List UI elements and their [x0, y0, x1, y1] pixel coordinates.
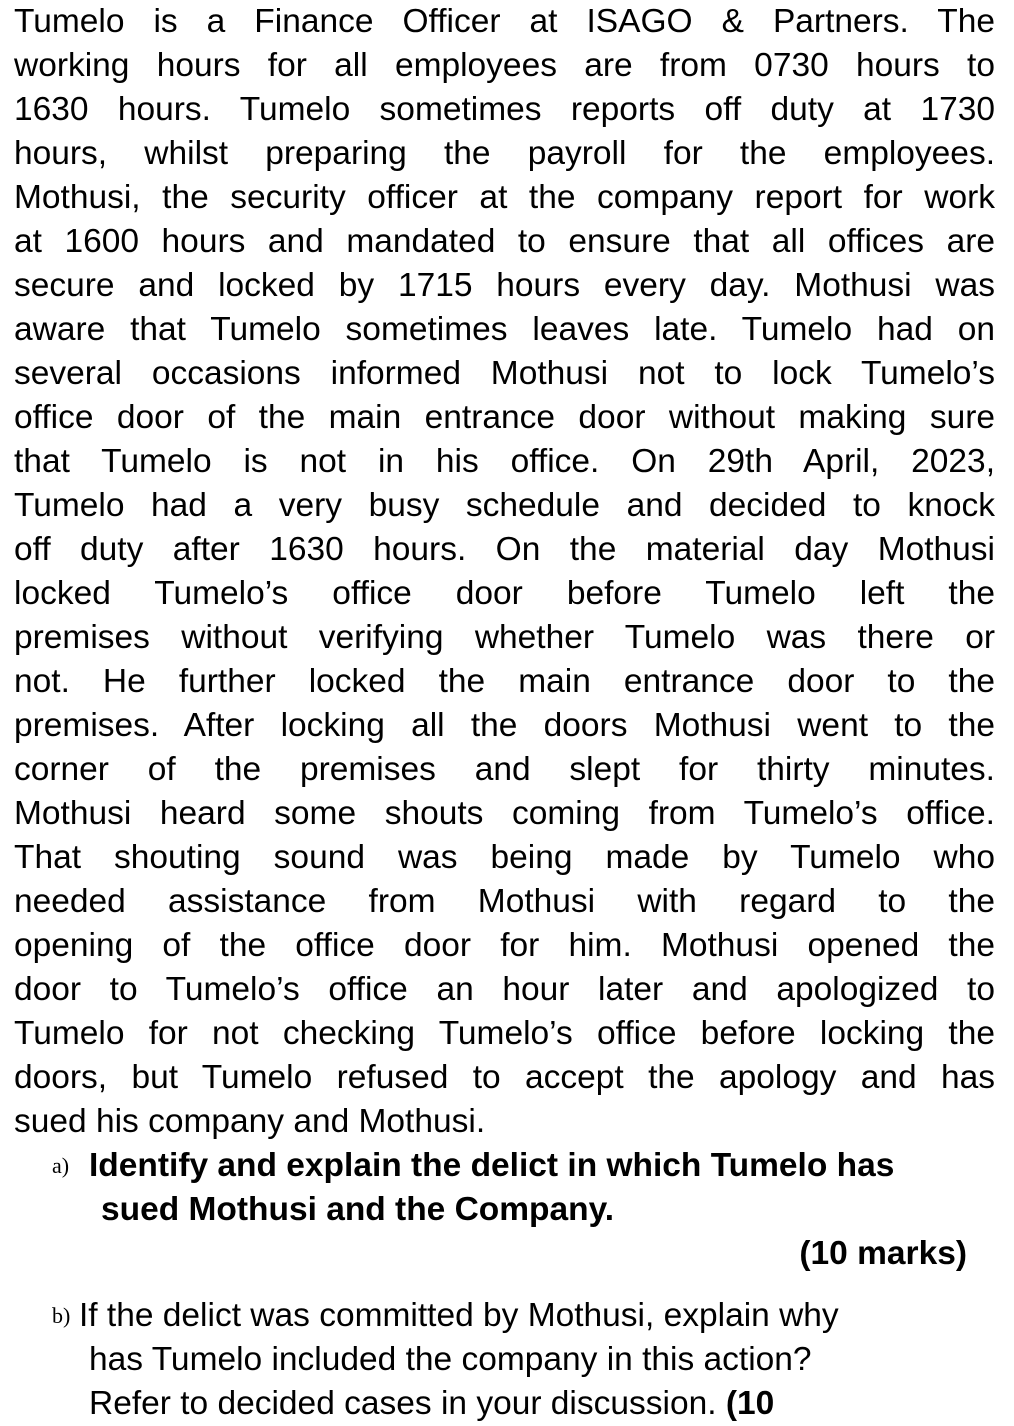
scenario-line: Tumelo is a Finance Officer at ISAGO & Partners. The [14, 3, 995, 40]
scenario-line: off duty after 1630 hours. On the material day Mothusi [14, 531, 995, 568]
scenario-line: doors, but Tumelo refused to accept the apology and has [14, 1059, 995, 1096]
document-page [14, 0, 995, 1426]
scenario-line: premises. After locking all the doors Mothusi went to the [14, 707, 995, 744]
question-a-marker: a) [52, 1153, 70, 1178]
scenario-line: Tumelo for not checking Tumelo’s office before locking the [14, 1015, 995, 1052]
question-b [14, 1294, 949, 1426]
question-b-marks: (10 [725, 1385, 775, 1422]
scenario-line: needed assistance from Mothusi with regard to the [14, 883, 995, 920]
scenario-line: several occasions informed Mothusi not to lock Tumelo’s [14, 355, 995, 392]
scenario-line: that Tumelo is not in his office. On 29th April, 2023, [14, 443, 995, 480]
question-a-marks: (10 marks) [799, 1235, 967, 1272]
question-b-text [79, 1294, 949, 1426]
scenario-line: 1630 hours. Tumelo sometimes reports off duty at 1730 [14, 91, 995, 128]
question-b-line-1: If the delict was committed by Mothusi, explain why [79, 1297, 839, 1334]
scenario-line: not. He further locked the main entrance door to the [14, 663, 995, 700]
scenario-line: Tumelo had a very busy schedule and decided to knock [14, 487, 995, 524]
question-b-line-3: Refer to decided cases in your discussion. [89, 1385, 717, 1422]
question-a [14, 1144, 995, 1276]
question-a-text [89, 1144, 995, 1232]
scenario-paragraph [14, 0, 995, 1144]
scenario-line: hours, whilst preparing the payroll for the employees. [14, 135, 995, 172]
scenario-line: locked Tumelo’s office door before Tumelo left the [14, 575, 995, 612]
question-b-marker: b) [52, 1303, 71, 1328]
scenario-line: Mothusi, the security officer at the company report for work [14, 179, 995, 216]
scenario-line: opening of the office door for him. Mothusi opened the [14, 927, 995, 964]
scenario-line: office door of the main entrance door without making sure [14, 399, 995, 436]
question-a-line-1: Identify and explain the delict in which Tumelo has [89, 1147, 895, 1184]
scenario-line: working hours for all employees are from 0730 hours to [14, 47, 995, 84]
scenario-line: aware that Tumelo sometimes leaves late. Tumelo had on [14, 311, 995, 348]
question-a-line-2: sued Mothusi and the Company. [101, 1191, 615, 1228]
scenario-line: premises without verifying whether Tumelo was there or [14, 619, 995, 656]
scenario-line: secure and locked by 1715 hours every day. Mothusi was [14, 267, 995, 304]
scenario-line: Mothusi heard some shouts coming from Tumelo’s office. [14, 795, 995, 832]
question-b-line-3-wrap [89, 1382, 949, 1426]
question-b-line-2: has Tumelo included the company in this action? [89, 1341, 812, 1378]
scenario-line: at 1600 hours and mandated to ensure that all offices are [14, 223, 995, 260]
scenario-line: corner of the premises and slept for thirty minutes. [14, 751, 995, 788]
scenario-line: sued his company and Mothusi. [14, 1103, 486, 1140]
scenario-line: door to Tumelo’s office an hour later and apologized to [14, 971, 995, 1008]
scenario-line: That shouting sound was being made by Tumelo who [14, 839, 995, 876]
